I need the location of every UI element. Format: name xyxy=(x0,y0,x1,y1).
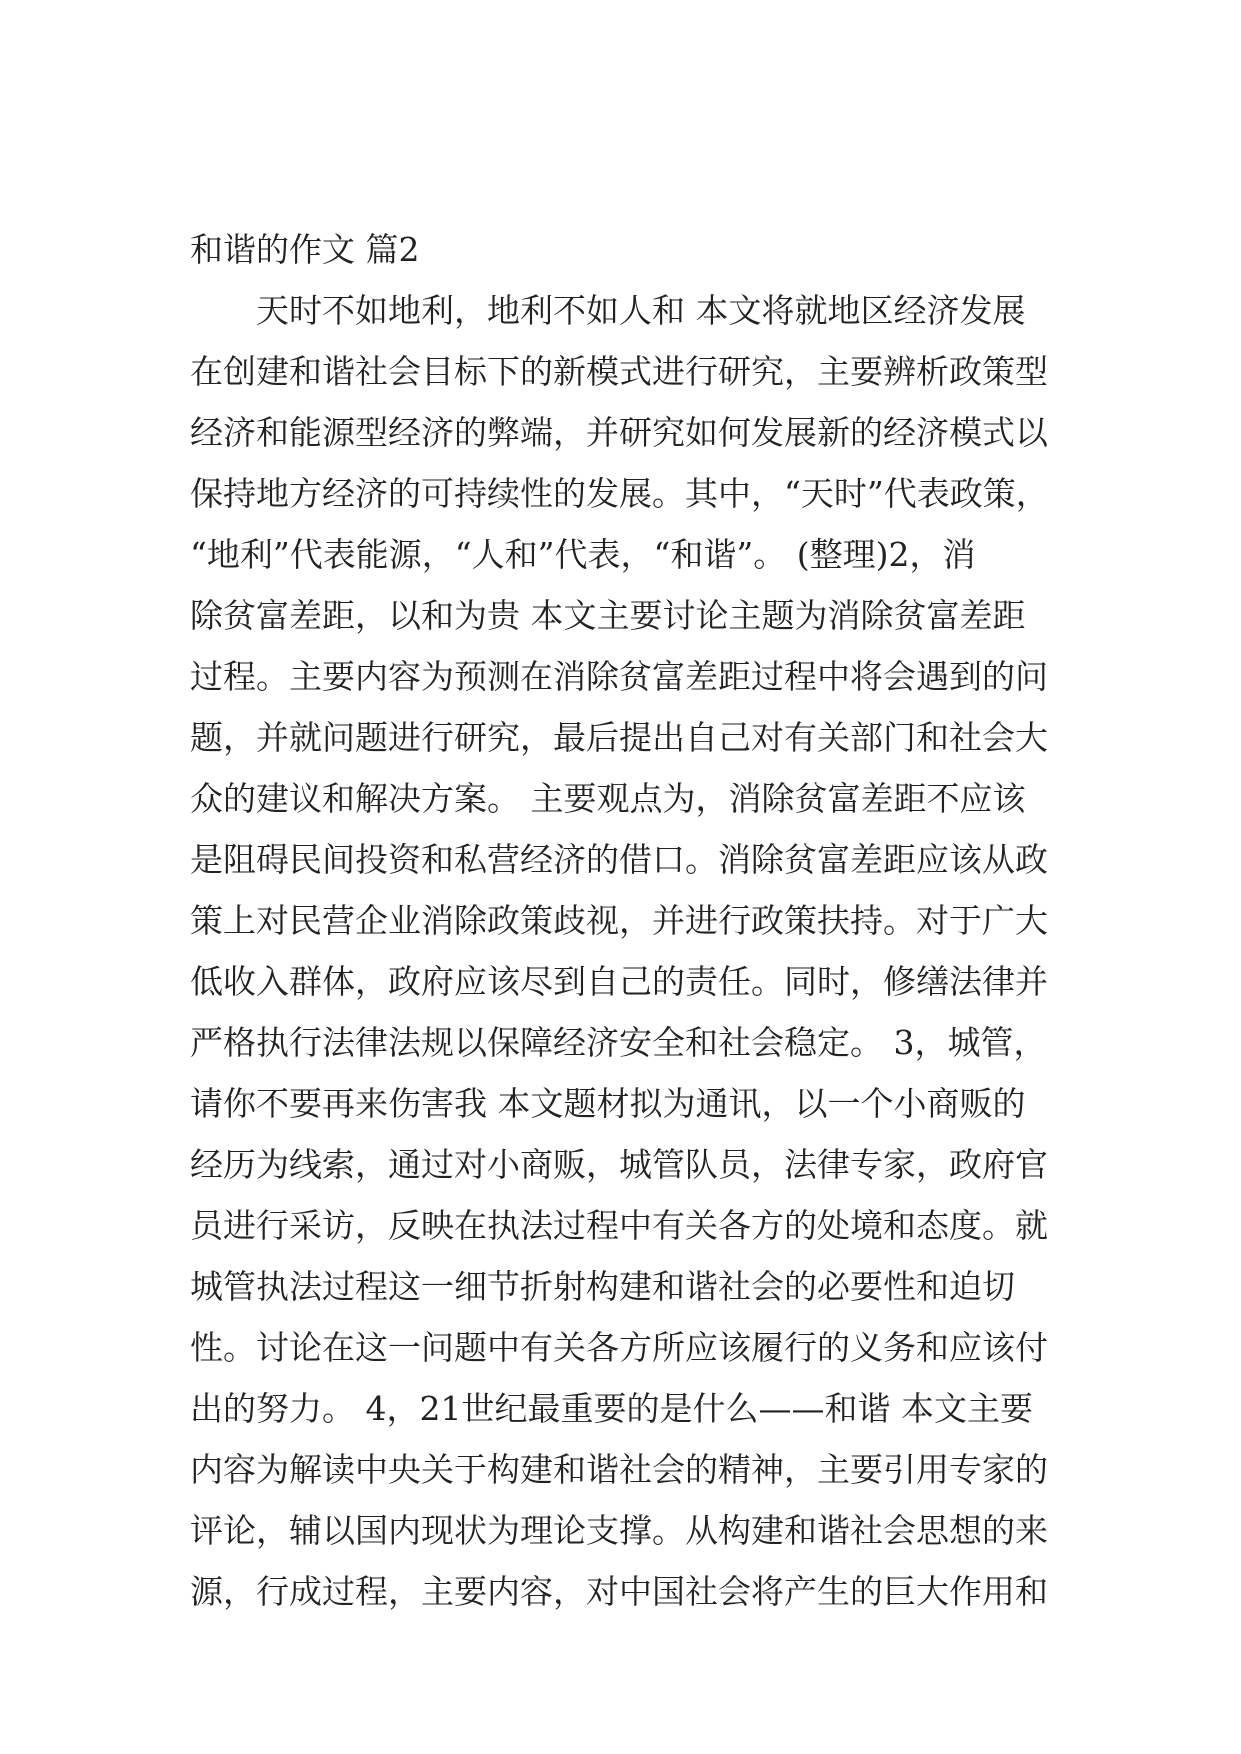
document-title: 和谐的作文 篇2 xyxy=(190,230,420,269)
paragraph-line: 严格执行法律法规以保障经济安全和社会稳定。 3，城管， xyxy=(190,1023,1047,1062)
paragraph-line: 内容为解读中央关于构建和谐社会的精神，主要引用专家的 xyxy=(190,1450,1048,1489)
paragraph-line: 除贫富差距，以和为贵 本文主要讨论主题为消除贫富差距 xyxy=(190,596,1026,635)
paragraph-line: 出的努力。 4，21世纪最重要的是什么——和谐 本文主要 xyxy=(190,1389,1033,1428)
paragraph-line: 城管执法过程这一细节折射构建和谐社会的必要性和迫切 xyxy=(190,1267,1015,1306)
paragraph-line: 策上对民营企业消除政策歧视，并进行政策扶持。对于广大 xyxy=(190,901,1048,940)
paragraph-line: 经济和能源型经济的弊端，并研究如何发展新的经济模式以 xyxy=(190,413,1048,452)
paragraph-line: 请你不要再来伤害我 本文题材拟为通讯，以一个小商贩的 xyxy=(190,1084,1026,1123)
paragraph-line: 保持地方经济的可持续性的发展。其中，“天时”代表政策， xyxy=(190,474,1049,513)
document-body xyxy=(190,280,1090,1622)
paragraph-line: 员进行采访，反映在执法过程中有关各方的处境和态度。就 xyxy=(190,1206,1048,1245)
paragraph-line: 低收入群体，政府应该尽到自己的责任。同时，修缮法律并 xyxy=(190,962,1048,1001)
paragraph-line: 源，行成过程，主要内容，对中国社会将产生的巨大作用和 xyxy=(190,1572,1048,1611)
paragraph-line: 评论，辅以国内现状为理论支撑。从构建和谐社会思想的来 xyxy=(190,1511,1048,1550)
paragraph-line: “地利”代表能源，“人和”代表，“和谐”。 (整理)2，消 xyxy=(190,535,976,574)
paragraph-line: 天时不如地利，地利不如人和 本文将就地区经济发展 xyxy=(256,291,1026,330)
paragraph-line: 经历为线索，通过对小商贩，城管队员，法律专家，政府官 xyxy=(190,1145,1048,1184)
paragraph-line: 过程。主要内容为预测在消除贫富差距过程中将会遇到的问 xyxy=(190,657,1048,696)
paragraph-line: 题，并就问题进行研究，最后提出自己对有关部门和社会大 xyxy=(190,718,1048,757)
paragraph-line: 性。讨论在这一问题中有关各方所应该履行的义务和应该付 xyxy=(190,1328,1048,1367)
paragraph-line: 在创建和谐社会目标下的新模式进行研究，主要辨析政策型 xyxy=(190,352,1048,391)
paragraph-line: 是阻碍民间投资和私营经济的借口。消除贫富差距应该从政 xyxy=(190,840,1048,879)
paragraph-line: 众的建议和解决方案。 主要观点为，消除贫富差距不应该 xyxy=(190,779,1026,818)
